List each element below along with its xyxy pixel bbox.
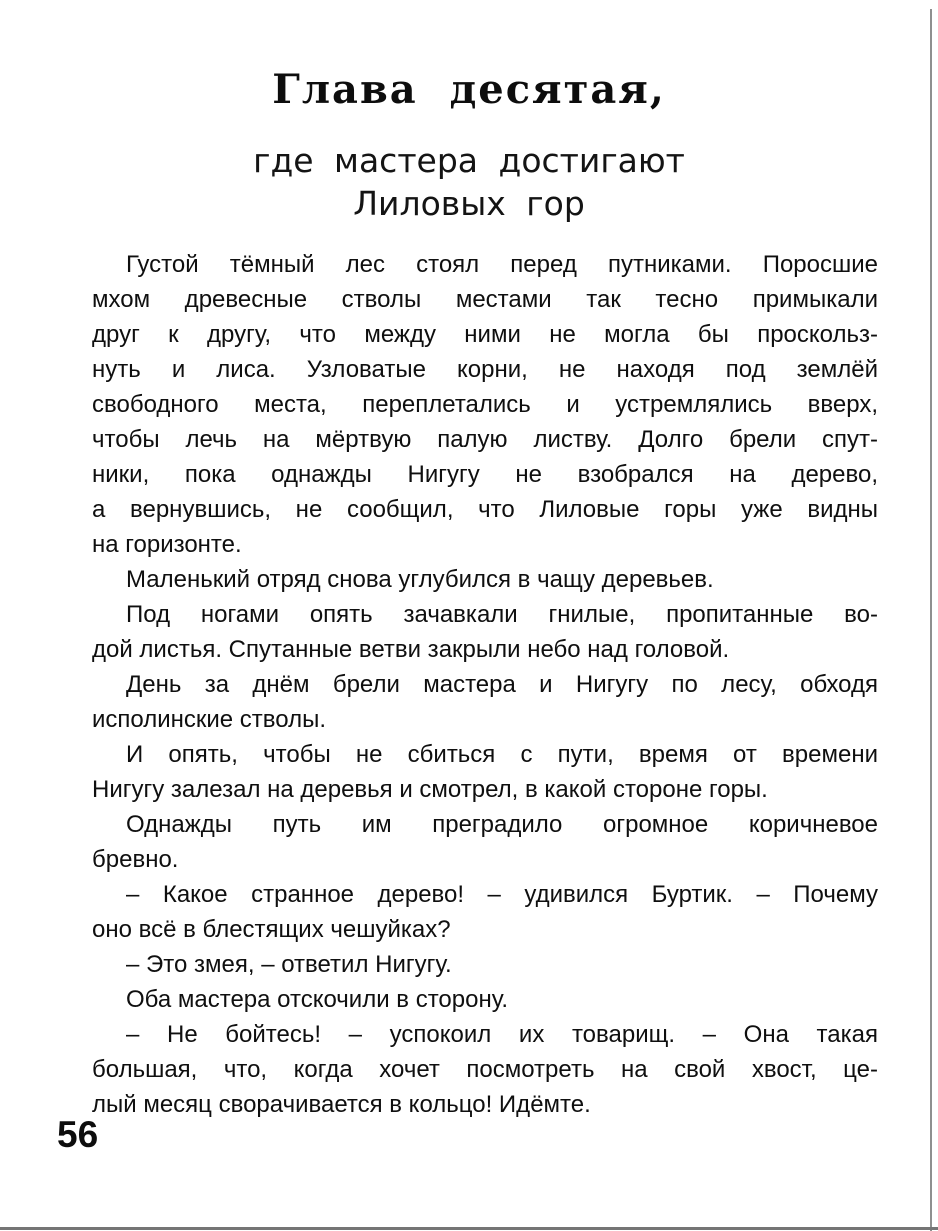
- body-text: [92, 247, 878, 1122]
- text-line: мхом древесные стволы местами так тесно примыкали: [92, 285, 878, 313]
- text-line: нуть и лиса. Узловатые корни, не находя под землёй: [92, 355, 878, 383]
- page-edge-rule-right: [930, 9, 932, 1231]
- text-line: Однажды путь им преградило огромное коричневое: [126, 810, 878, 838]
- text-line: Оба мастера отскочили в сторону.: [126, 985, 508, 1013]
- text-line: – Не бойтесь! – успокоил их товарищ. – Она такая: [126, 1020, 878, 1048]
- paragraph: [92, 807, 878, 877]
- text-line: И опять, чтобы не сбиться с пути, время от времени: [126, 740, 878, 768]
- text-line: День за днём брели мастера и Нигугу по лесу, обходя: [126, 670, 878, 698]
- paragraph: [92, 737, 878, 807]
- paragraph: [92, 947, 878, 982]
- text-line: исполинские стволы.: [92, 705, 327, 733]
- chapter-subtitle: [0, 139, 938, 225]
- text-line: Под ногами опять зачавкали гнилые, пропитанные во-: [126, 600, 878, 628]
- text-line: а вернувшись, не сообщил, что Лиловые горы уже видны: [92, 495, 878, 523]
- chapter-title: Глава десятая,: [272, 66, 666, 113]
- text-line: – Какое странное дерево! – удивился Буртик. – Почему: [126, 880, 878, 908]
- page-edge-rule-bottom: [0, 1227, 938, 1230]
- page-number: 56: [57, 1114, 99, 1155]
- text-line: – Это змея, – ответил Нигугу.: [126, 950, 452, 978]
- paragraph: [92, 667, 878, 737]
- text-line: на горизонте.: [92, 530, 242, 558]
- text-line: друг к другу, что между ними не могла бы проскольз-: [92, 320, 878, 348]
- text-line: бревно.: [92, 845, 179, 873]
- text-line: свободного места, переплетались и устремлялись вверх,: [92, 390, 878, 418]
- paragraph: [92, 247, 878, 562]
- text-line: Густой тёмный лес стоял перед путниками. Поросшие: [126, 250, 878, 278]
- paragraph: [92, 562, 878, 597]
- chapter-subtitle-line-1: где мастера достигают: [253, 140, 685, 180]
- text-line: большая, что, когда хочет посмотреть на свой хвост, це-: [92, 1055, 878, 1083]
- chapter-subtitle-line-2: Лиловых гор: [353, 183, 585, 223]
- text-line: чтобы лечь на мёртвую палую листву. Долго брели спут-: [92, 425, 878, 453]
- text-line: лый месяц сворачивается в кольцо! Идёмте.: [92, 1090, 591, 1118]
- text-line: Нигугу залезал на деревья и смотрел, в какой стороне горы.: [92, 775, 768, 803]
- text-line: дой листья. Спутанные ветви закрыли небо над головой.: [92, 635, 730, 663]
- text-line: Маленький отряд снова углубился в чащу деревьев.: [126, 565, 714, 593]
- text-line: оно всё в блестящих чешуйках?: [92, 915, 451, 943]
- paragraph: [92, 982, 878, 1017]
- paragraph: [92, 877, 878, 947]
- text-line: ники, пока однажды Нигугу не взобрался на дерево,: [92, 460, 878, 488]
- paragraph: [92, 1017, 878, 1122]
- paragraph: [92, 597, 878, 667]
